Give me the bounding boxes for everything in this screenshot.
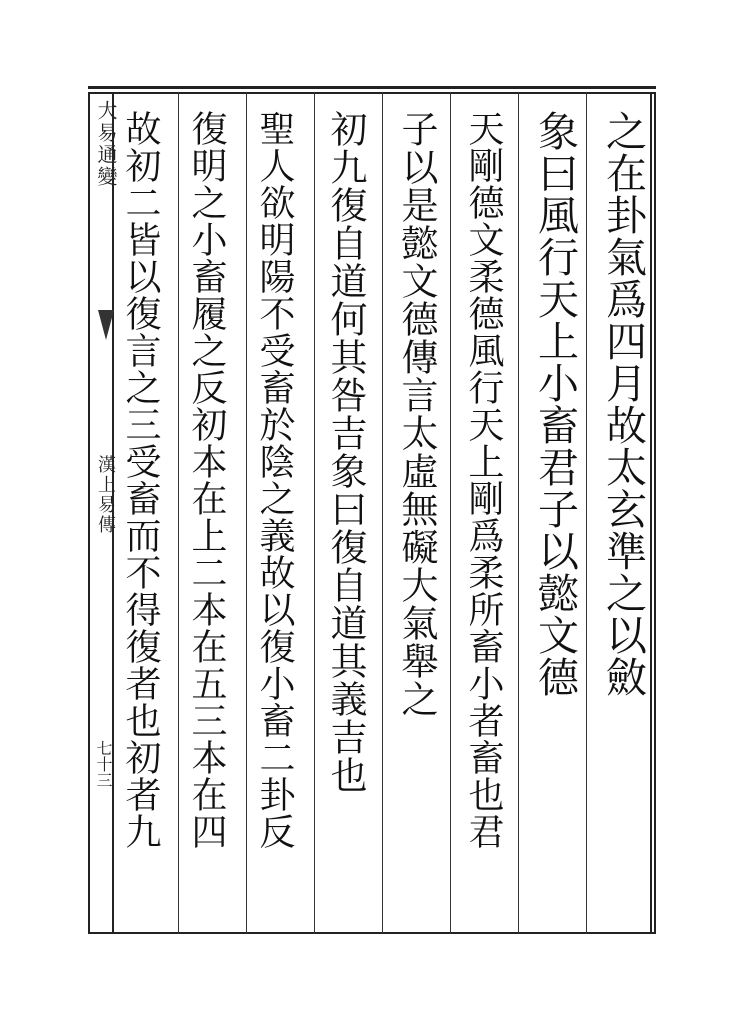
text-column-1: 之在卦氣爲四月故太玄準之以斂 [599, 110, 647, 698]
column-rule [178, 92, 179, 934]
text-column-6: 聖人欲明陽不受畜於陰之義故以復小畜二卦反 [254, 110, 295, 850]
frame-top-border [88, 86, 656, 89]
text-column-8: 故初二皆以復言之三受畜而不得復者也初者九 [120, 110, 161, 850]
column-rule [518, 92, 519, 934]
text-column-3: 天剛德文柔德風行天上剛爲柔所畜小者畜也君 [463, 110, 504, 850]
gutter-page-number: 七十三 [94, 740, 113, 788]
column-rule [246, 92, 247, 934]
fish-tail-mark [98, 310, 114, 340]
column-rule [382, 92, 383, 934]
frame-inner-right-border [650, 92, 652, 934]
text-column-2: 象曰風行天上小畜君子以懿文德 [531, 110, 579, 698]
gutter-header: 大易通變 [94, 100, 118, 188]
text-column-5: 初九復自道何其咎吉象曰復自道其義吉也 [324, 110, 367, 794]
text-column-7: 復明之小畜履之反初本在上二本在五三本在四 [186, 110, 227, 850]
gutter-book-title: 漢上易傳 [95, 455, 116, 535]
column-rule [586, 92, 587, 934]
column-rule [450, 92, 451, 934]
column-rule [314, 92, 315, 934]
text-column-4: 子以是懿文德傳言太虛無礙大氣舉之 [395, 110, 438, 718]
